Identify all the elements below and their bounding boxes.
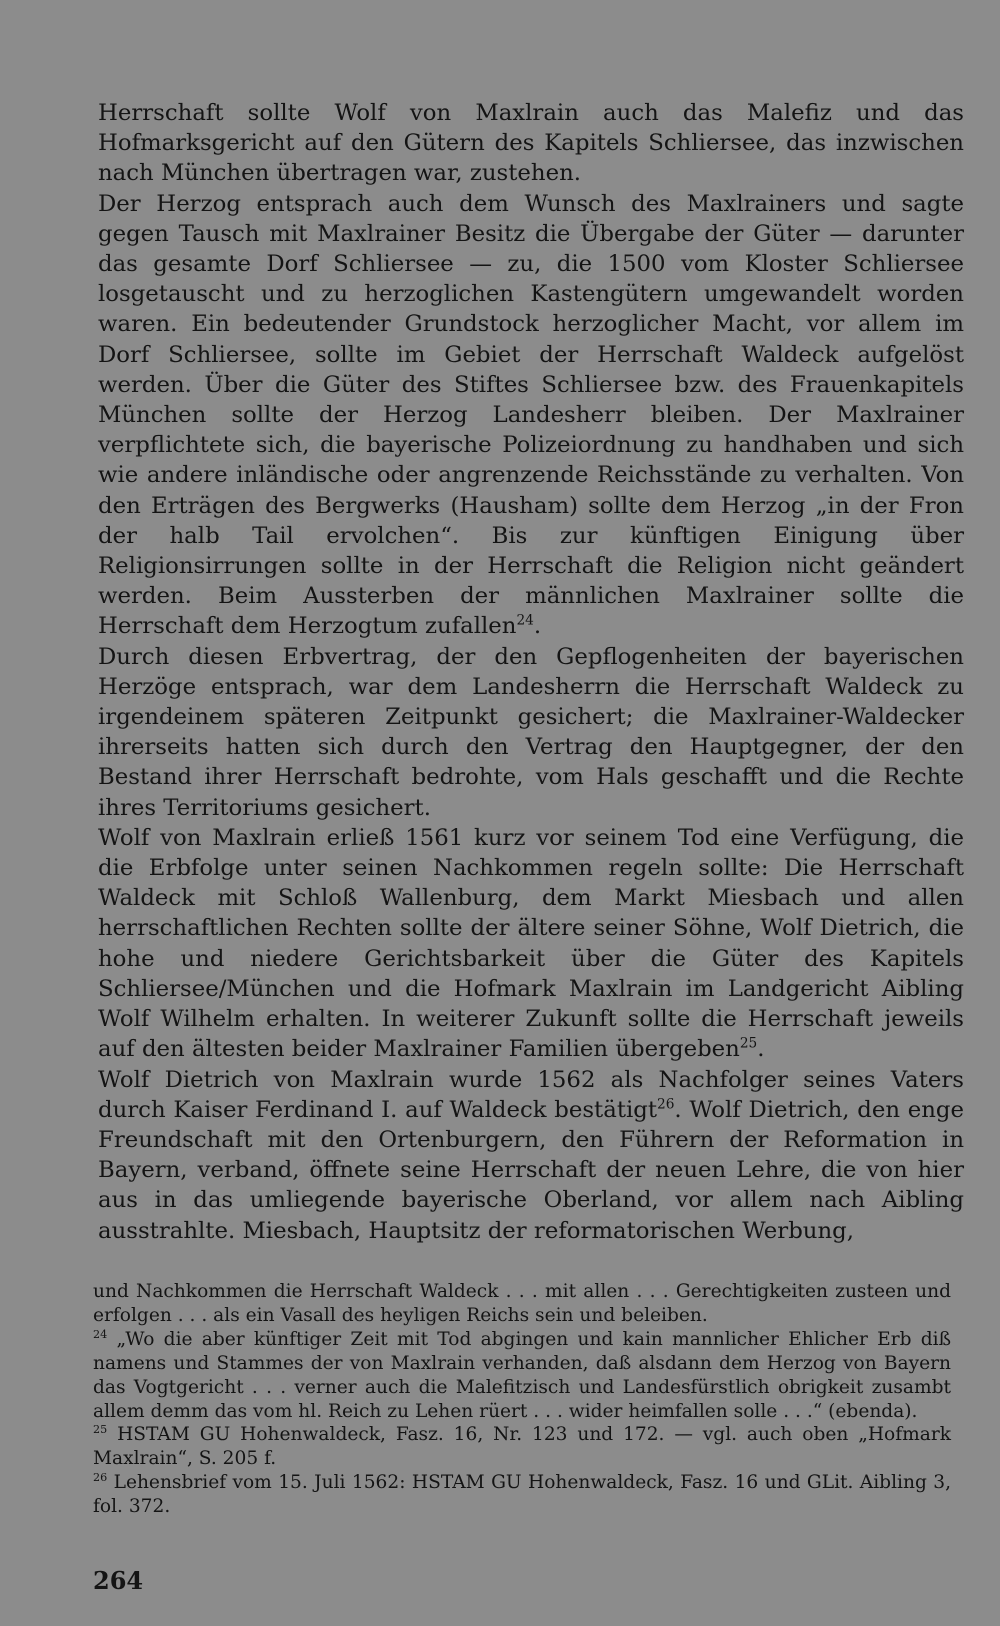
footnote-number-25: 25 <box>93 1423 108 1437</box>
footnote-26-text: Lehensbrief vom 15. Juli 1562: HSTAM GU Hohenwaldeck, Fasz. 16 und GLit. Aibling 3, fol. 372. <box>93 1472 951 1518</box>
footnote-number-24: 24 <box>93 1327 108 1341</box>
page-number: 264 <box>93 1566 144 1595</box>
footnote-ref-25: 25 <box>739 1035 758 1052</box>
footnote-continuation: und Nachkommen die Herrschaft Waldeck . . . mit allen . . . Gerechtigkeiten zusteen und erfolgen . . . als ein Vasall des heyligen Reichs sein und beleiben. <box>93 1281 951 1326</box>
footnote-ref-24: 24 <box>516 612 534 629</box>
paragraph-4: Wolf von Maxlrain erließ 1561 kurz vor seinem Tod eine Verfügung, die die Erbfolge unter seinen Nachkommen regeln sollte: Die Herrschaft Waldeck mit Schloß Wallenburg, dem Markt Miesbach und allen herrschaftlichen Rechten sollte der ältere seiner Söhne, Wolf Dietrich, die hohe und niedere Gerichtsbarkeit über die Güter des Kapitels Schliersee/München und die Hofmark Maxlrain im Landgericht Aibling Wolf Wilhelm erhalten. In weiterer Zukunft sollte die Herrschaft jeweils auf den ältesten beider Maxlrainer Familien übergeben$^{25}$. <box>98 824 964 1063</box>
footnotes <box>93 1280 951 1519</box>
main-text <box>98 98 964 1246</box>
footnote-25 <box>93 1423 951 1471</box>
paragraph-5-continuation: . Wolf Dietrich, den enge Freundschaft mit den Ortenburgern, den Führern der Reformation in Bayern, verband, öffnete seine Herrschaft der neuen Lehre, die von hier aus in das umliegende bayerische Oberland, vor allem nach Aibling ausstrahlte. Miesbach, Hauptsitz der reformatorischen Werbung, <box>98 1096 965 1244</box>
footnote-number-26: 26 <box>93 1471 108 1485</box>
paragraph-5 <box>98 1065 964 1246</box>
footnote-26 <box>93 1471 951 1519</box>
footnote-24 <box>93 1328 951 1424</box>
footnote-25-text: HSTAM GU Hohenwaldeck, Fasz. 16, Nr. 123 und 172. — vgl. auch oben „Hofmark Maxlrain“, S. 205 f. <box>93 1424 951 1470</box>
footnote-24-text: „Wo die aber künftiger Zeit mit Tod abgingen und kain mannlicher Ehlicher Erb diß namens und Stammes der von Maxlrain verhanden, daß alsdann dem Herzog von Bayern das Vogtgericht . . . verner auch die Malefitzisch und Landesfürstlich obrigkeit zusambt allem demm das vom hl. Reich zu Lehen rüert . . . wider heimfallen solle . . .“ (ebenda). <box>93 1328 951 1422</box>
paragraph-5-text: Wolf Dietrich von Maxlrain wurde 1562 als Nachfolger seines Vaters durch Kaiser Ferdinand I. auf Waldeck bestätigt <box>98 1066 964 1123</box>
paragraph-2: Der Herzog entsprach auch dem Wunsch des Maxlrainers und sagte gegen Tausch mit Maxlrainer Besitz die Übergabe der Güter — darunter das gesamte Dorf Schliersee — zu, die 1500 vom Kloster Schliersee losgetauscht und zu herzoglichen Kastengütern umgewandelt worden waren. Ein bedeutender Grundstock herzoglicher Macht, vor allem im Dorf Schliersee, sollte im Gebiet der Herrschaft Waldeck aufgelöst werden. Über die Güter des Stiftes Schliersee bzw. des Frauenkapitels München sollte der Herzog Landesherr bleiben. Der Maxlrainer verpflichtete sich, die bayerische Polizeiordnung zu handhaben und sich wie andere inländische oder angrenzende Reichsstände zu verhalten. Von den Erträgen des Bergwerks (Hausham) sollte dem Herzog „in der Fron der halb Tail ervolchen“. Bis zur künftigen Einigung über Religionsirrungen sollte in der Herrschaft die Religion nicht geändert werden. Beim Aussterben der männlichen Maxlrainer sollte die Herrschaft dem Herzogtum zufallen$^{24}$. <box>98 190 964 640</box>
footnote-ref-26: 26 <box>657 1096 675 1113</box>
paragraph-2-text: Der Herzog entsprach auch dem Wunsch des Maxlrainers und sagte gegen Tausch mit Maxlrainer Besitz die Übergabe der Güter — darunter das gesamte Dorf Schliersee — zu, die 1500 vom Kloster Schliersee losgetauscht und zu herzoglichen Kastengütern umgewandelt worden waren. Ein bedeutender Grundstock herzoglicher Macht, vor allem im Dorf Schliersee, sollte im Gebiet der Herrschaft Waldeck aufgelöst werden. Über die Güter des Stiftes Schliersee bzw. des Frauenkapitels München sollte der Herzog Landesherr bleiben. Der Maxlrainer verpflichtete sich, die bayerische Polizeiordnung zu handhaben und sich wie andere inländische oder angrenzende Reichsstände zu verhalten. Von den Erträgen des Bergwerks (Hausham) sollte dem Herzog „in der Fron der halb Tail ervolchen“. Bis zur künftigen Einigung über Religionsirrungen sollte in der Herrschaft die Religion nicht geändert werden. Beim Aussterben der männlichen Maxlrainer sollte die Herrschaft dem Herzogtum zufallen <box>98 190 964 640</box>
paragraph-3: Durch diesen Erbvertrag, der den Gepflogenheiten der bayerischen Herzöge entsprach, war dem Landesherrn die Herrschaft Waldeck zu irgendeinem späteren Zeitpunkt gesichert; die Maxlrainer-Waldecker ihrerseits hatten sich durch den Vertrag den Hauptgegner, der den Bestand ihrer Herrschaft bedrohte, vom Hals geschafft und die Rechte ihres Territoriums gesichert. <box>98 643 964 821</box>
paragraph-4-text: Wolf von Maxlrain erließ 1561 kurz vor seinem Tod eine Verfügung, die die Erbfolge unter seinen Nachkommen regeln sollte: Die Herrschaft Waldeck mit Schloß Wallenburg, dem Markt Miesbach und allen herrschaftlichen Rechten sollte der ältere seiner Söhne, Wolf Dietrich, die hohe und niedere Gerichtsbarkeit über die Güter des Kapitels Schliersee/München und die Hofmark Maxlrain im Landgericht Aibling Wolf Wilhelm erhalten. In weiterer Zukunft sollte die Herrschaft jeweils auf den ältesten beider Maxlrainer Familien übergeben <box>98 824 964 1063</box>
paragraph-1: Herrschaft sollte Wolf von Maxlrain auch das Malefiz und das Hofmarksgericht auf den Gütern des Kapitels Schliersee, das inzwischen nach München übertragen war, zustehen. <box>98 100 964 187</box>
